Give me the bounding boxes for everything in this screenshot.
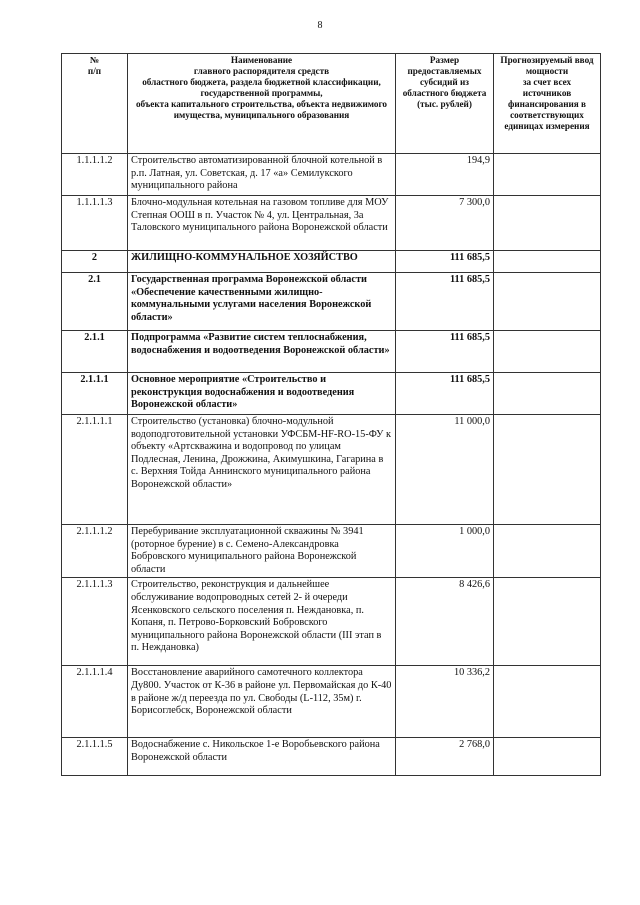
row-amount: 111 685,5 — [396, 373, 494, 415]
row-amount: 111 685,5 — [396, 273, 494, 331]
row-amount: 7 300,0 — [396, 196, 494, 251]
row-name: Подпрограмма «Развитие систем теплоснабжения, водоснабжения и водоотведения Воронежской области» — [128, 331, 396, 373]
row-capacity — [494, 415, 601, 525]
row-capacity — [494, 666, 601, 738]
row-capacity — [494, 273, 601, 331]
table-row — [62, 373, 601, 415]
header-num: № п/п — [62, 54, 128, 154]
row-number: 2 — [62, 251, 128, 273]
row-number: 1.1.1.1.2 — [62, 154, 128, 196]
row-name: Строительство автоматизированной блочной котельной в р.п. Латная, ул. Советская, д. 17 «а» Семилукского муниципального района — [128, 154, 396, 196]
row-number: 2.1.1.1.2 — [62, 525, 128, 578]
row-capacity — [494, 196, 601, 251]
table-row — [62, 273, 601, 331]
row-amount: 11 000,0 — [396, 415, 494, 525]
row-capacity — [494, 251, 601, 273]
row-number: 2.1.1 — [62, 331, 128, 373]
table-row — [62, 578, 601, 666]
table-row — [62, 331, 601, 373]
table-header-row — [62, 54, 601, 154]
header-capacity: Прогнозируемый ввод мощности за счет всех источников финансирования в соответствующих единицах измерения — [494, 54, 601, 154]
subsidy-table — [61, 53, 601, 776]
row-capacity — [494, 525, 601, 578]
row-capacity — [494, 738, 601, 776]
row-name: Восстановление аварийного самотечного коллектора Ду800. Участок от К-36 в районе ул. Первомайская до К-40 в районе ж/д переезда по ул. Свободы (L-112, 35м) г. Борисоглебск, Воронежской области — [128, 666, 396, 738]
row-name: ЖИЛИЩНО-КОММУНАЛЬНОЕ ХОЗЯЙСТВО — [128, 251, 396, 273]
row-amount: 1 000,0 — [396, 525, 494, 578]
row-number: 2.1.1.1.1 — [62, 415, 128, 525]
row-capacity — [494, 578, 601, 666]
row-number: 2.1.1.1 — [62, 373, 128, 415]
table-row — [62, 525, 601, 578]
row-name: Основное мероприятие «Строительство и реконструкция водоснабжения и водоотведения Воронежской области» — [128, 373, 396, 415]
header-amount: Размер предоставляемых субсидий из областного бюджета (тыс. рублей) — [396, 54, 494, 154]
row-capacity — [494, 331, 601, 373]
row-capacity — [494, 373, 601, 415]
table-row — [62, 154, 601, 196]
row-amount: 10 336,2 — [396, 666, 494, 738]
row-number: 2.1.1.1.4 — [62, 666, 128, 738]
row-number: 1.1.1.1.3 — [62, 196, 128, 251]
row-amount: 111 685,5 — [396, 331, 494, 373]
row-number: 2.1 — [62, 273, 128, 331]
table-row — [62, 196, 601, 251]
row-number: 2.1.1.1.3 — [62, 578, 128, 666]
row-amount: 2 768,0 — [396, 738, 494, 776]
row-name: Блочно-модульная котельная на газовом топливе для МОУ Степная ООШ в п. Участок № 4, ул. Центральная, 3а Таловского муниципального района Воронежской области — [128, 196, 396, 251]
row-name: Строительство, реконструкция и дальнейшее обслуживание водопроводных сетей 2- й очереди Ясенковского сельского поселения п. Неждановка, п. Копаня, п. Петрово-Борковский Бобровского муниципального района Воронежской области (III этап в п. Неждановка) — [128, 578, 396, 666]
table-row — [62, 251, 601, 273]
row-capacity — [494, 154, 601, 196]
row-amount: 111 685,5 — [396, 251, 494, 273]
row-name: Строительство (установка) блочно-модульной водоподготовительной установки УФСБМ-HF-RO-15-ФУ к объекту «Артскважина и водопровод по улицам Подлесная, Ленина, Дрожжина, Акимушкина, Гагарина в с. Верхняя Тойда Аннинского муниципального района Воронежской области» — [128, 415, 396, 525]
table-row — [62, 666, 601, 738]
row-name: Водоснабжение с. Никольское 1-е Воробьевского района Воронежской области — [128, 738, 396, 776]
header-name: Наименование главного распорядителя средств областного бюджета, раздела бюджетной классификации, государственной программы, объекта капитального строительства, объекта недвижимого имущества, муниципального образования — [128, 54, 396, 154]
row-amount: 194,9 — [396, 154, 494, 196]
row-name: Перебуривание эксплуатационной скважины № 3941 (роторное бурение) в с. Семено-Александровка Бобровского муниципального района Воронежской области — [128, 525, 396, 578]
row-number: 2.1.1.1.5 — [62, 738, 128, 776]
page-number: 8 — [317, 20, 323, 31]
row-amount: 8 426,6 — [396, 578, 494, 666]
table-row — [62, 738, 601, 776]
row-name: Государственная программа Воронежской области «Обеспечение качественными жилищно-коммунальными услугами населения Воронежской области» — [128, 273, 396, 331]
table-row — [62, 415, 601, 525]
